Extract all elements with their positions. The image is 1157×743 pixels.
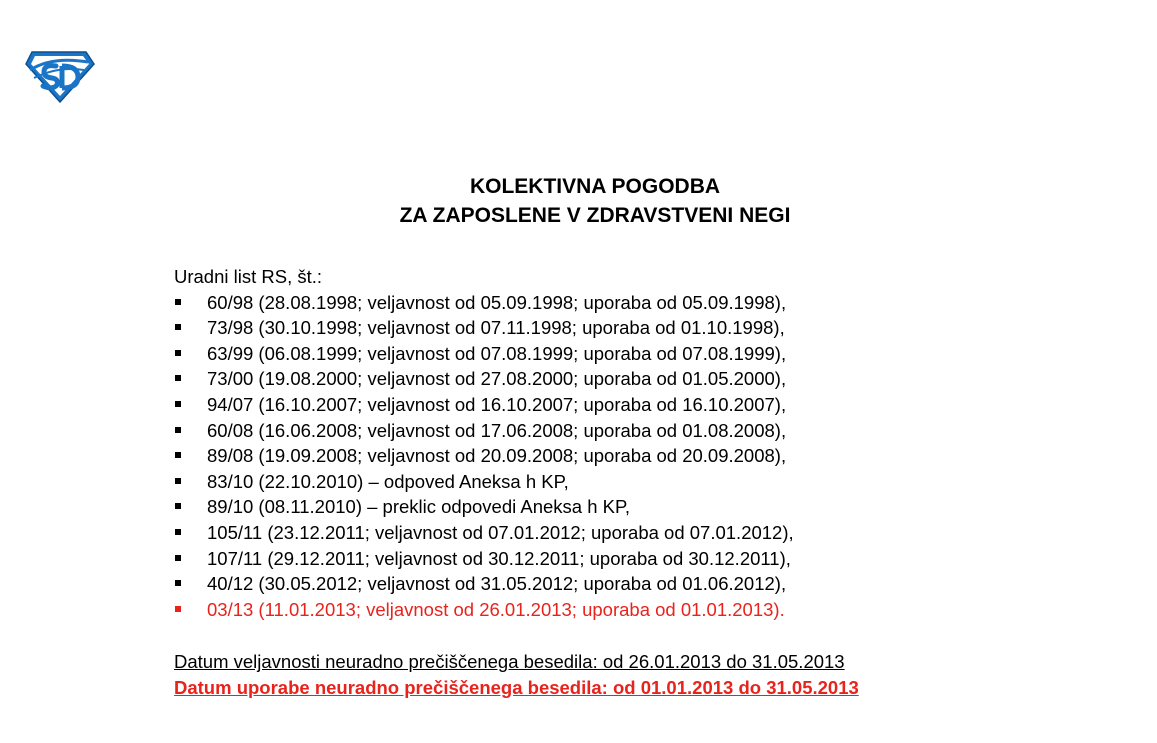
list-item-text: 40/12 (30.05.2012; veljavnost od 31.05.2012; uporaba od 01.06.2012), — [207, 573, 787, 595]
list-item — [174, 366, 859, 392]
document-body — [174, 264, 859, 701]
bullet-icon — [175, 606, 181, 612]
bullet-icon — [175, 401, 181, 407]
bullet-icon — [175, 580, 181, 586]
list-item-text: 89/10 (08.11.2010) – preklic odpovedi Aneksa h KP, — [207, 496, 631, 518]
document-footer — [174, 649, 859, 700]
bullet-icon — [175, 529, 181, 535]
title-line-1: KOLEKTIVNA POGODBA — [469, 175, 721, 198]
application-date-note: Datum uporabe neuradno prečiščenega besedila: od 01.01.2013 do 31.05.2013 — [174, 676, 859, 698]
list-item — [174, 520, 859, 546]
document-title — [0, 172, 1157, 230]
list-item-text: 107/11 (29.12.2011; veljavnost od 30.12.2011; uporaba od 30.12.2011), — [207, 547, 791, 569]
gazette-intro: Uradni list RS, št.: — [174, 266, 323, 287]
bullet-icon — [175, 452, 181, 458]
list-item-text: 83/10 (22.10.2010) – odpoved Aneksa h KP, — [207, 470, 569, 492]
list-item-text: 63/99 (06.08.1999; veljavnost od 07.08.1999; uporaba od 07.08.1999), — [207, 342, 787, 364]
list-item — [174, 315, 859, 341]
bullet-icon — [175, 555, 181, 561]
list-item — [174, 341, 859, 367]
list-item — [174, 571, 859, 597]
list-item-text: 60/98 (28.08.1998; veljavnost od 05.09.1998; uporaba od 05.09.1998), — [207, 291, 787, 313]
list-item — [174, 469, 859, 495]
list-item-text: 89/08 (19.09.2008; veljavnost od 20.09.2008; uporaba od 20.09.2008), — [207, 445, 787, 467]
list-item — [174, 290, 859, 316]
list-item-text: 60/08 (16.06.2008; veljavnost od 17.06.2008; uporaba od 01.08.2008), — [207, 419, 787, 441]
list-item-text: 73/98 (30.10.1998; veljavnost od 07.11.1998; uporaba od 01.10.1998), — [207, 317, 785, 339]
list-item-text: 94/07 (16.10.2007; veljavnost od 16.10.2007; uporaba od 16.10.2007), — [207, 393, 787, 415]
gazette-entries-list — [174, 290, 859, 623]
list-item-text: 105/11 (23.12.2011; veljavnost od 07.01.2012; uporaba od 07.01.2012), — [207, 521, 794, 543]
list-item — [174, 546, 859, 572]
bullet-icon — [175, 375, 181, 381]
bullet-icon — [175, 503, 181, 509]
list-item — [174, 392, 859, 418]
validity-date-note: Datum veljavnosti neuradno prečiščenega besedila: od 26.01.2013 do 31.05.2013 — [174, 651, 845, 673]
sd-logo — [22, 48, 96, 104]
bullet-icon — [175, 299, 181, 305]
bullet-icon — [175, 478, 181, 484]
list-item-text: 73/00 (19.08.2000; veljavnost od 27.08.2000; uporaba od 01.05.2000), — [207, 368, 787, 390]
bullet-icon — [175, 324, 181, 330]
sd-shield-logo-icon — [22, 48, 96, 104]
title-line-2: ZA ZAPOSLENE V ZDRAVSTVENI NEGI — [399, 204, 791, 227]
list-item — [174, 443, 859, 469]
list-item-highlighted — [174, 597, 859, 623]
bullet-icon — [175, 427, 181, 433]
list-item-text: 03/13 (11.01.2013; veljavnost od 26.01.2013; uporaba od 01.01.2013). — [207, 598, 785, 620]
bullet-icon — [175, 350, 181, 356]
list-item — [174, 418, 859, 444]
list-item — [174, 494, 859, 520]
